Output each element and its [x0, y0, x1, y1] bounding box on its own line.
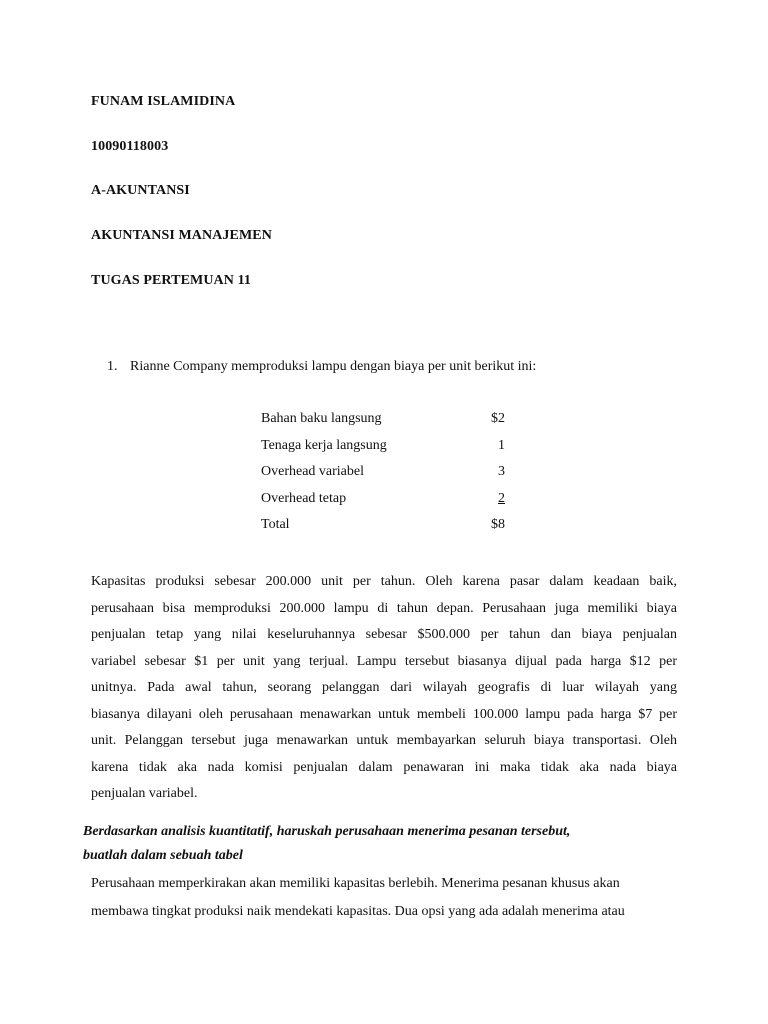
paragraph-line: variabel sebesar $1 per unit yang terjual. Lampu tersebut biasanya dijual pada harga $12 per: [91, 653, 677, 669]
instruction-line: buatlah dalam sebuah tabel: [83, 848, 243, 863]
task-title: TUGAS PERTEMUAN 11: [91, 273, 251, 288]
question-text: Rianne Company memproduksi lampu dengan biaya per unit berikut ini:: [130, 359, 537, 374]
paragraph-line: karena tidak aka nada komisi penjualan dalam penawaran ini maka tidak aka nada biaya: [91, 759, 677, 775]
cost-row-total: [261, 517, 507, 544]
question-number: 1.: [107, 359, 118, 374]
paragraph-line: Kapasitas produksi sebesar 200.000 unit per tahun. Oleh karena pasar dalam keadaan baik,: [91, 574, 677, 589]
cost-table: [261, 411, 507, 544]
student-name: FUNAM ISLAMIDINA: [91, 94, 236, 109]
paragraph-line: perusahaan bisa memproduksi 200.000 lampu di tahun depan. Perusahaan juga memiliki biaya: [91, 600, 677, 616]
question-instruction: [83, 820, 570, 868]
cost-row: [261, 411, 507, 438]
paragraph-line: unitnya. Pada awal tahun, seorang pelanggan dari wilayah geografis di luar wilayah yang: [91, 680, 677, 695]
cost-value: 3: [498, 464, 505, 479]
cost-label: Total: [261, 517, 290, 532]
cost-value: $8: [491, 517, 505, 532]
cost-label: Tenaga kerja langsung: [261, 437, 387, 453]
course-name: AKUNTANSI MANAJEMEN: [91, 228, 272, 243]
student-id: 10090118003: [91, 139, 169, 154]
case-paragraph: [91, 569, 677, 808]
instruction-line: Berdasarkan analisis kuantitatif, haruskah perusahaan menerima pesanan tersebut,: [83, 824, 571, 839]
paragraph-line: penjualan variabel.: [91, 786, 198, 801]
cost-value: 1: [498, 437, 505, 453]
paragraph-line: penjualan tetap yang nilai keseluruhannya sebesar $500.000 per tahun dan biaya penjualan: [91, 627, 677, 642]
class-name: A-AKUNTANSI: [91, 183, 190, 198]
answer-paragraph: [91, 870, 659, 926]
cost-row: [261, 491, 507, 518]
question-1: [107, 359, 536, 375]
cost-value: 2: [498, 490, 505, 506]
cost-label: Overhead variabel: [261, 464, 364, 479]
cost-label: Overhead tetap: [261, 490, 347, 506]
cost-label: Bahan baku langsung: [261, 411, 382, 426]
answer-line: Perusahaan memperkirakan akan memiliki kapasitas berlebih. Menerima pesanan khusus akan: [91, 876, 620, 891]
paragraph-line: biasanya dilayani oleh perusahaan menawarkan untuk membeli 100.000 lampu pada harga $7 per: [91, 706, 677, 722]
paragraph-line: unit. Pelanggan tersebut juga menawarkan untuk membayarkan seluruh biaya transportasi. Oleh: [91, 733, 677, 748]
answer-line: membawa tingkat produksi naik mendekati kapasitas. Dua opsi yang ada adalah menerima atau: [91, 904, 625, 919]
cost-row: [261, 464, 507, 491]
cost-value: $2: [491, 411, 505, 426]
cost-row: [261, 438, 507, 465]
